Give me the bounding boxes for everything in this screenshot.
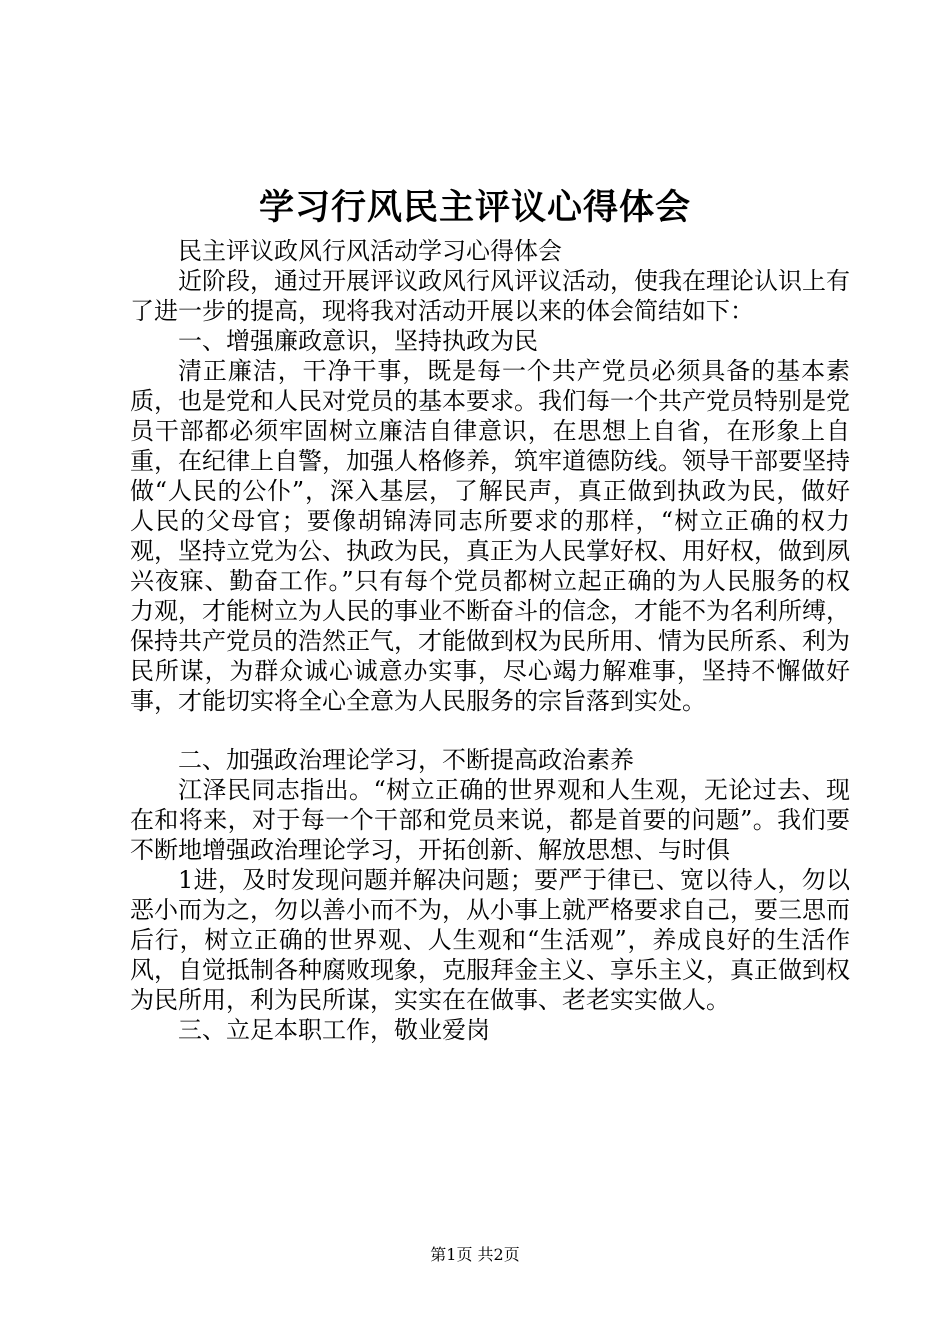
page-number-footer: 第1页 共2页 [430, 1245, 520, 1264]
paragraph-section-2b: 1进，及时发现问题并解决问题；要严于律已、宽以待人，勿以恶小而为之，勿以善小而不为，从小事上就严格要求自己，要三思而后行，树立正确的世界观、人生观和“生活观”，养成良好的生活作风，自觉抵制各种腐败现象，克服拜金主义、享乐主义，真正做到权为民所用，利为民所谋，实实在在做事、老老实实做人。 [130, 866, 850, 1014]
section-heading-2: 二、加强政治理论学习，不断提高政治素养 [178, 746, 634, 774]
paragraph-section-2a: 江泽民同志指出。“树立正确的世界观和人生观，无论过去、现在和将来，对于每一个干部和党员来说，都是首要的问题”。我们要不断地增强政治理论学习，开拓创新、解放思想、与时俱 [130, 776, 850, 864]
section-heading-1: 一、增强廉政意识，坚持执政为民 [178, 327, 538, 355]
paragraph-subtitle: 民主评议政风行风活动学习心得体会 [178, 237, 562, 265]
paragraph-section-1: 清正廉洁，干净干事，既是每一个共产党员必须具备的基本素质，也是党和人民对党员的基本要求。我们每一个共产党员特别是党员干部都必须牢固树立廉洁自律意识，在思想上自省，在形象上自重，在纪律上自警，加强人格修养，筑牢道德防线。领导干部要坚持做“人民的公仆”，深入基层，了解民声，真正做到执政为民，做好人民的父母官；要像胡锦涛同志所要求的那样，“树立正确的权力观，坚持立党为公、执政为民，真正为人民掌好权、用好权，做到夙兴夜寐、勤奋工作。”只有每个党员都树立起正确的为人民服务的权力观，才能树立为人民的事业不断奋斗的信念，才能不为名利所缚，保持共产党员的浩然正气，才能做到权为民所用、情为民所系、利为民所谋，为群众诚心诚意办实事，尽心竭力解难事，坚持不懈做好事，才能切实将全心全意为人民服务的宗旨落到实处。 [130, 357, 850, 715]
document-title: 学习行风民主评议心得体会 [258, 187, 691, 228]
section-heading-3: 三、立足本职工作，敬业爱岗 [178, 1016, 490, 1044]
document-body [130, 236, 850, 1045]
paragraph-intro: 近阶段，通过开展评议政风行风评议活动，使我在理论认识上有了进一步的提高，现将我对活动开展以来的体会简结如下： [130, 267, 850, 325]
